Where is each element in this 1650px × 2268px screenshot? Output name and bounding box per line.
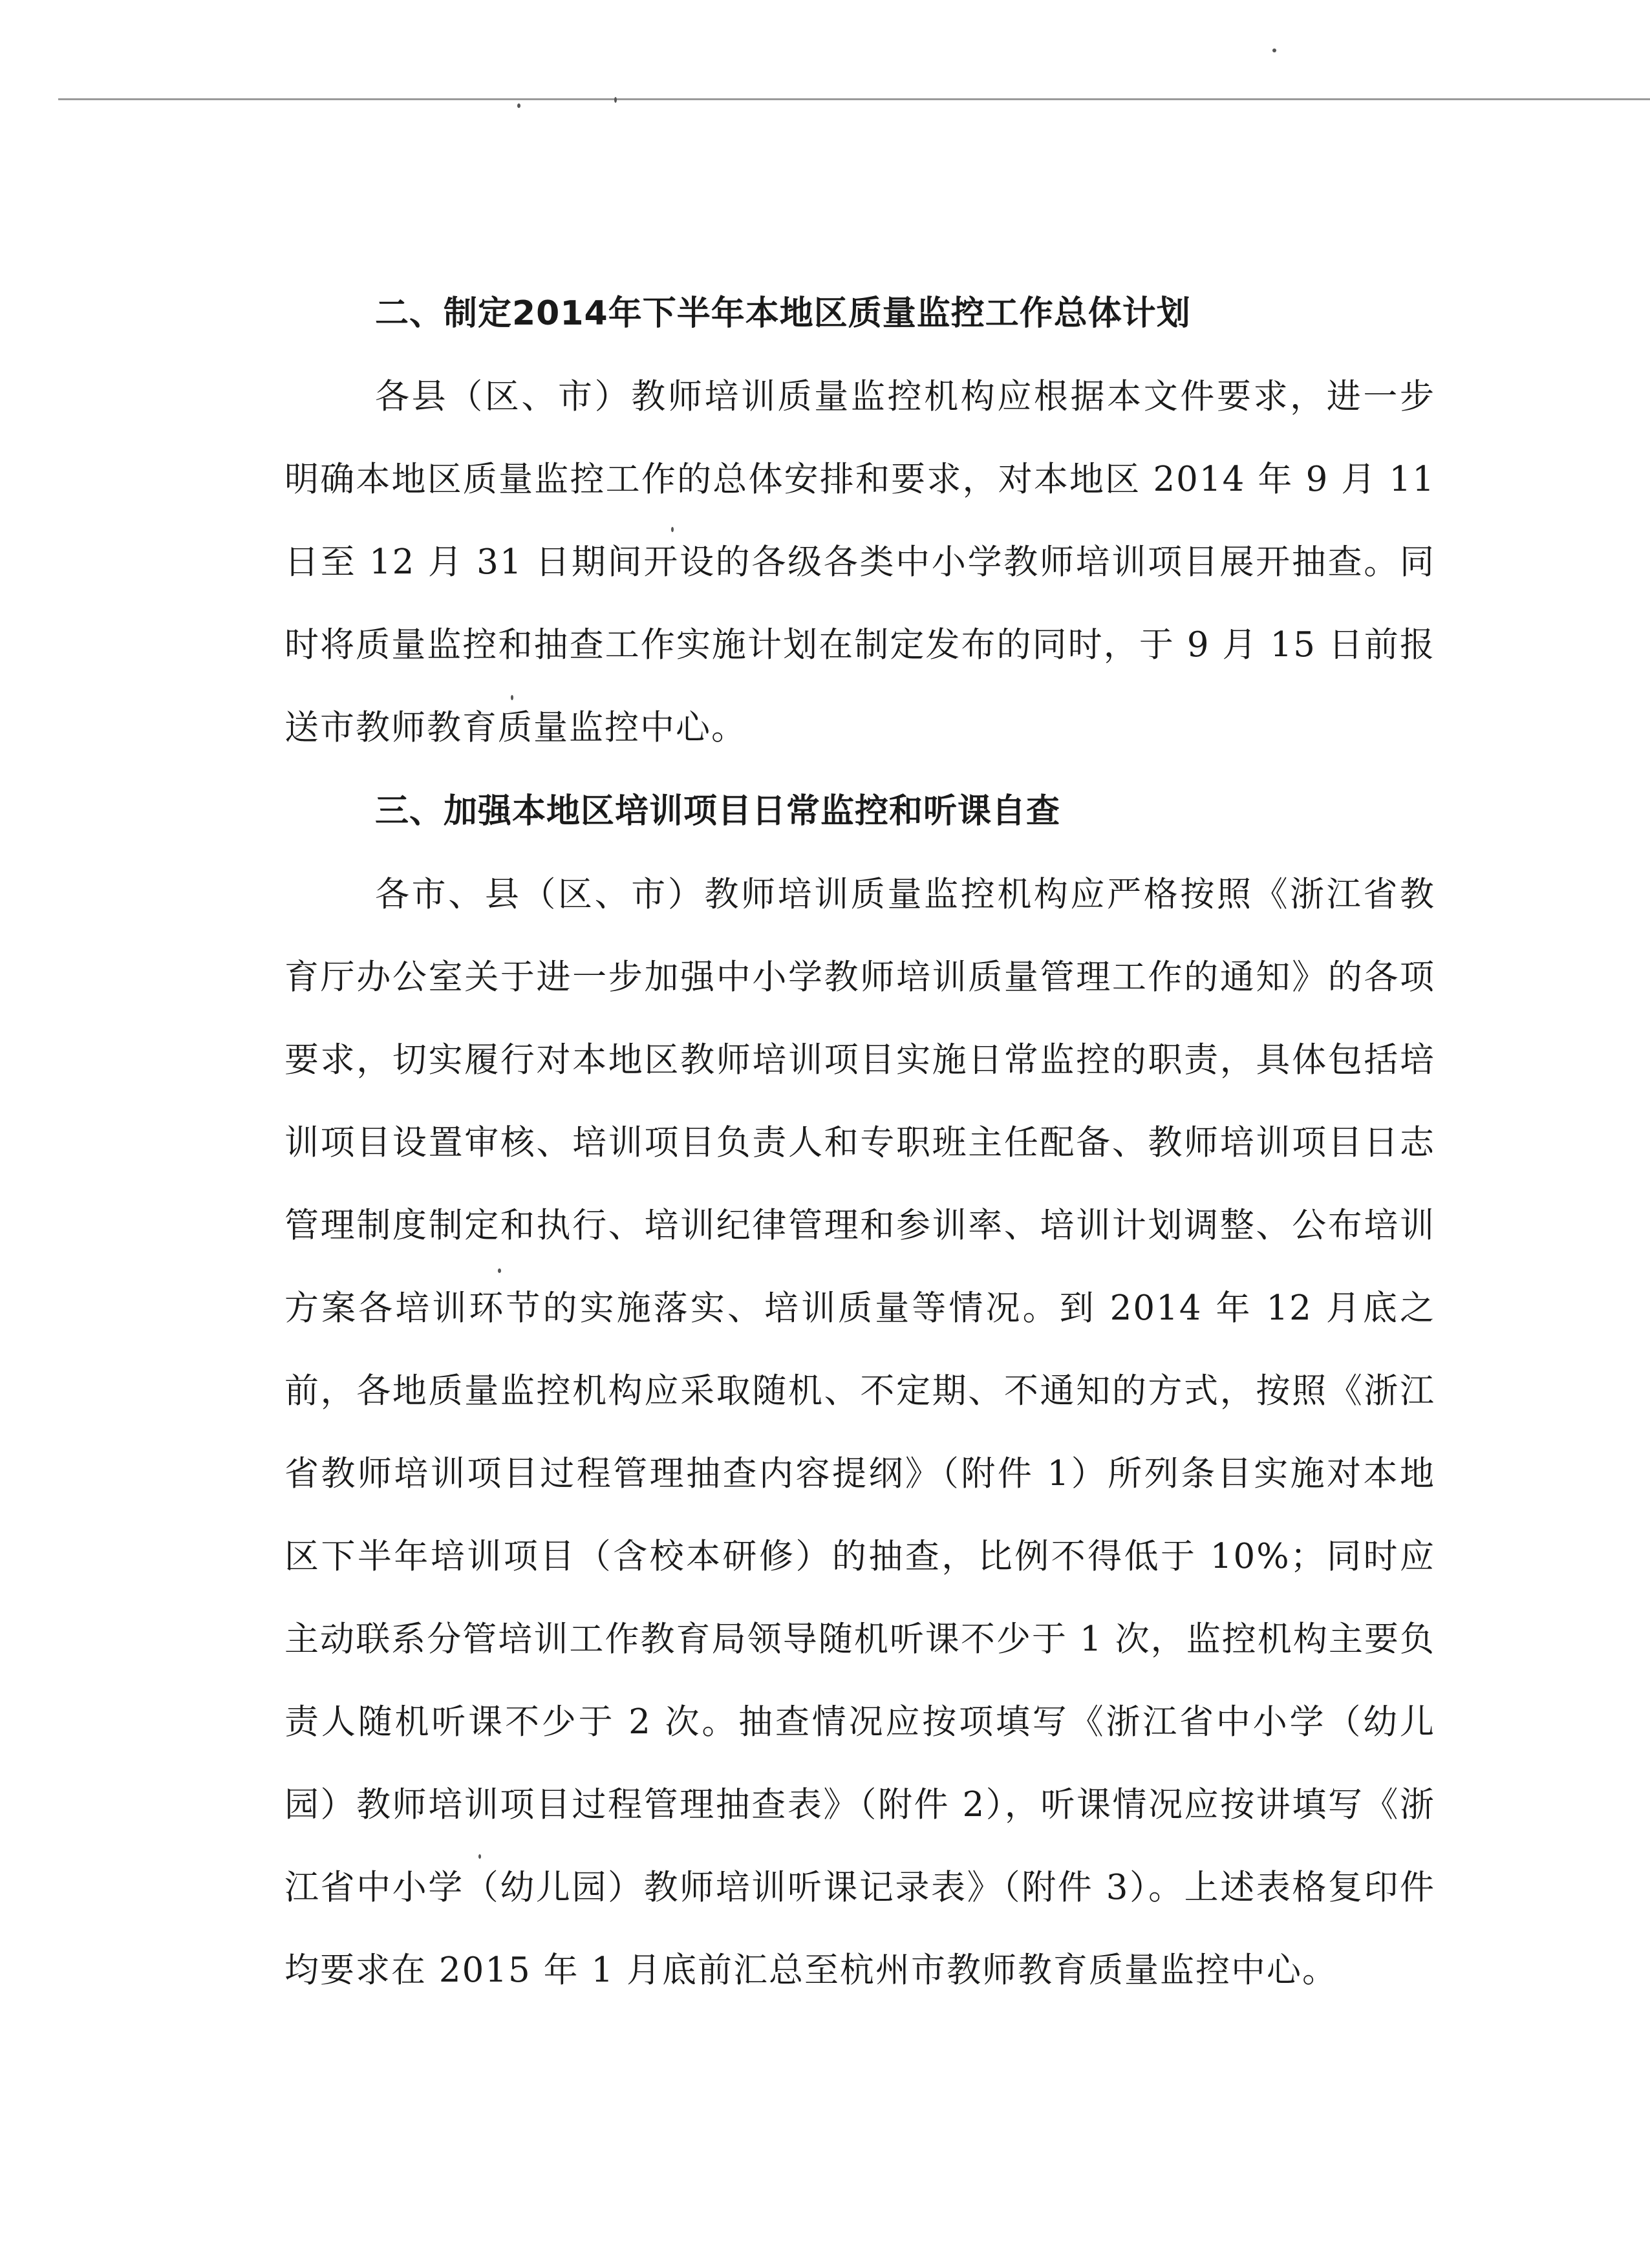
scan-speck — [517, 103, 520, 108]
section-paragraph-3: 各市、县（区、市）教师培训质量监控机构应严格按照《浙江省教育厅办公室关于进一步加强中小学教师培训质量管理工作的通知》的各项要求，切实履行对本地区教师培训项目实施日常监控的职责，具体包括培训项目设置审核、培训项目负责人和专职班主任配备、教师培训项目日志管理制度制定和执行、培训纪律管理和参训率、培训计划调整、公布培训方案各培训环节的实施落实、培训质量等情况。到 2014 年 12 月底之前，各地质量监控机构应采取随机、不定期、不通知的方式，按照《浙江省教师培训项目过程管理抽查内容提纲》（附件 1）所列条目实施对本地区下半年培训项目（含校本研修）的抽查，比例不得低于 10%；同时应主动联系分管培训工作教育局领导随机听课不少于 1 次，监控机构主要负责人随机听课不少于 2 次。抽查情况应按项填写《浙江省中小学（幼儿园）教师培训项目过程管理抽查表》（附件 2），听课情况应按讲填写《浙江省中小学（幼儿园）教师培训听课记录表》（附件 3）。上述表格复印件均要求在 2015 年 1 月底前汇总至杭州市教师教育质量监控中心。 — [284, 875, 1435, 1990]
section-heading-3: 三、加强本地区培训项目日常监控和听课自查 — [375, 792, 1061, 831]
section-paragraph-2: 各县（区、市）教师培训质量监控机构应根据本文件要求，进一步明确本地区质量监控工作的总体安排和要求，对本地区 2014 年 9 月 11 日至 12 月 31 日期间开设的各级各类中小学教师培训项目展开抽查。同时将质量监控和抽查工作实施计划在制定发布的同时，于 9 月 15 日前报送市教师教育质量监控中心。 — [284, 377, 1435, 747]
document-body — [284, 272, 1435, 2012]
section-heading-2: 二、制定2014年下半年本地区质量监控工作总体计划 — [375, 294, 1191, 333]
scan-speck — [614, 97, 617, 103]
scan-speck — [1272, 48, 1276, 52]
scan-border-line — [58, 98, 1650, 100]
